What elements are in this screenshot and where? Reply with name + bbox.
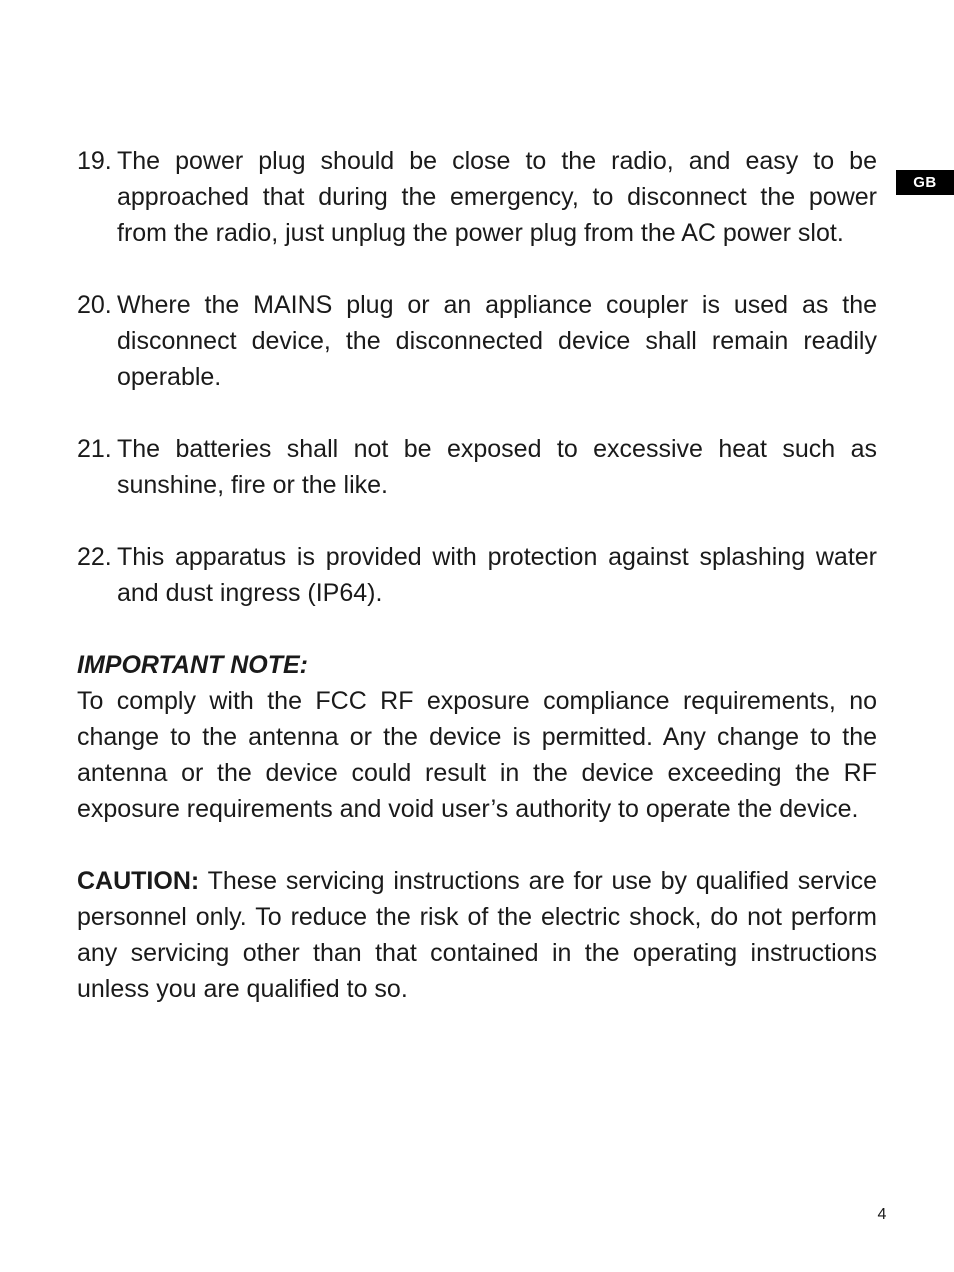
list-item-21 bbox=[77, 431, 877, 503]
caution-text: These servicing instructions are for use by qualified service personnel only. To reduce the risk of the electric shock, do not perform any servicing other than that contained in the operating instructions unless you are qualified to so. bbox=[77, 867, 877, 1003]
list-item-text: This apparatus is provided with protection against splashing water and dust ingress (IP64). bbox=[117, 543, 877, 607]
important-note-text: To comply with the FCC RF exposure compliance requirements, no change to the antenna or the device is permitted. Any change to the antenna or the device could result in the device exceeding the RF exposure requirements and void user’s authority to operate the device. bbox=[77, 687, 877, 823]
list-item-number: 22. bbox=[77, 543, 112, 571]
list-item-number: 19. bbox=[77, 147, 112, 175]
list-item-text: The batteries shall not be exposed to excessive heat such as sunshine, fire or the like. bbox=[117, 435, 877, 499]
page-number: 4 bbox=[877, 1206, 887, 1223]
list-item-number: 20. bbox=[77, 291, 112, 319]
caution-paragraph bbox=[77, 863, 877, 1007]
list-item-19 bbox=[77, 143, 877, 251]
page-content bbox=[77, 143, 877, 1043]
caution-label: CAUTION: bbox=[77, 867, 200, 895]
language-tab: GB bbox=[896, 170, 954, 195]
list-item-number: 21. bbox=[77, 435, 112, 463]
list-item-text: Where the MAINS plug or an appliance coupler is used as the disconnect device, the disconnected device shall remain readily operable. bbox=[117, 291, 877, 391]
list-item-20 bbox=[77, 287, 877, 395]
list-item-text: The power plug should be close to the radio, and easy to be approached that during the emergency, to disconnect the power from the radio, just unplug the power plug from the AC power slot. bbox=[117, 147, 877, 247]
list-item-22 bbox=[77, 539, 877, 611]
important-note-heading: IMPORTANT NOTE: bbox=[77, 651, 309, 679]
